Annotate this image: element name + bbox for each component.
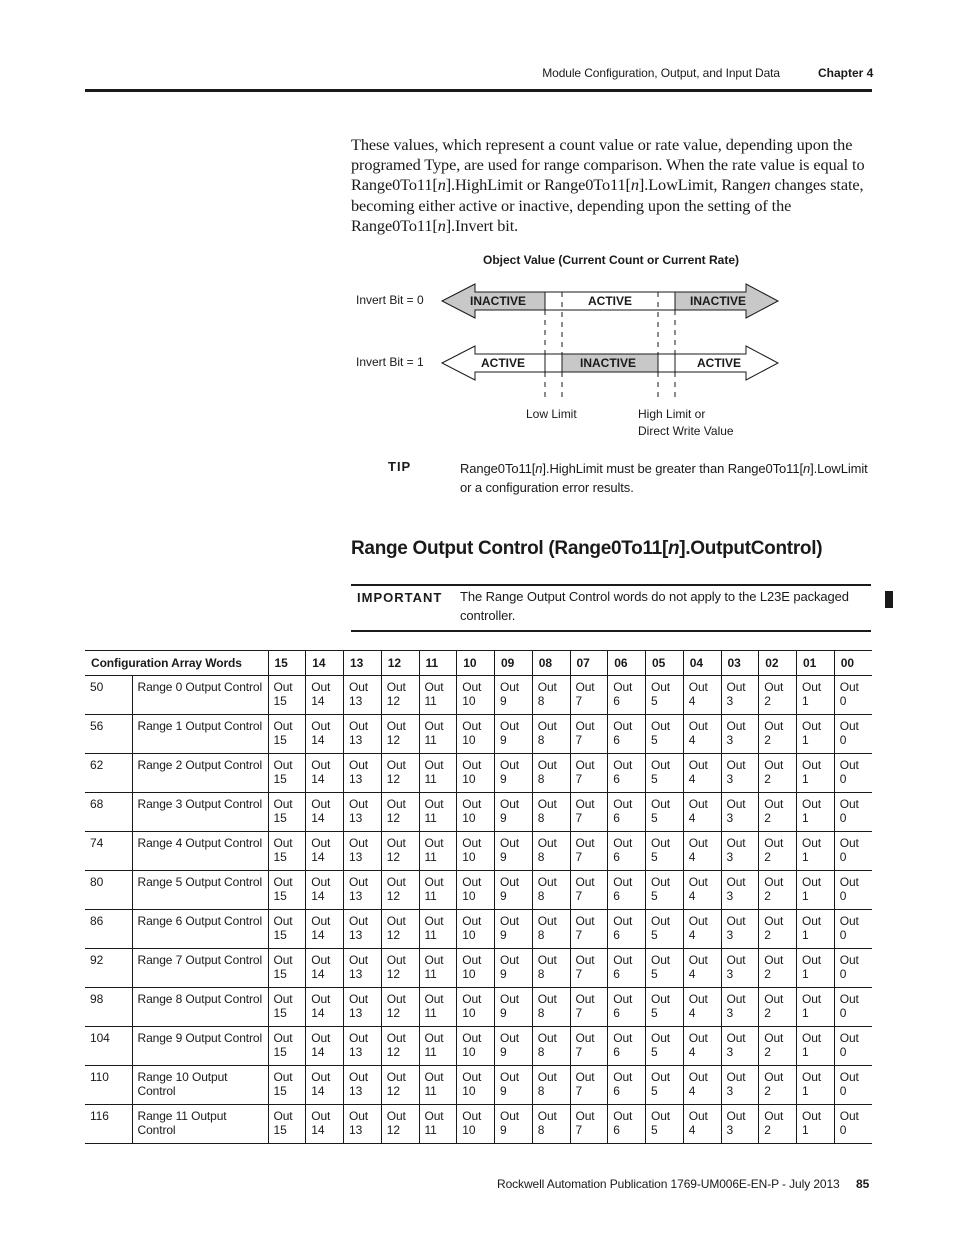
output-bit-cell: Out 7 (570, 871, 608, 910)
output-bit-cell: Out 5 (646, 832, 684, 871)
range-name-cell: Range 5 Output Control (132, 871, 268, 910)
output-bit-cell: Out 11 (419, 1027, 457, 1066)
output-bit-cell: Out 11 (419, 832, 457, 871)
output-bit-cell: Out 14 (306, 949, 344, 988)
range-name-cell: Range 8 Output Control (132, 988, 268, 1027)
header-bit: 10 (457, 651, 495, 676)
output-bit-cell: Out 10 (457, 949, 495, 988)
output-bit-cell: Out 8 (532, 1105, 570, 1144)
header-bit: 09 (495, 651, 533, 676)
output-bit-cell: Out 12 (381, 832, 419, 871)
output-bit-cell: Out 11 (419, 676, 457, 715)
output-bit-cell: Out 7 (570, 1027, 608, 1066)
output-bit-cell: Out 7 (570, 988, 608, 1027)
output-bit-cell: Out 5 (646, 676, 684, 715)
table-row (85, 1027, 872, 1066)
diagram-title: Object Value (Current Count or Current Rate) (482, 253, 740, 267)
output-bit-cell: Out 14 (306, 1027, 344, 1066)
output-bit-cell: Out 11 (419, 1105, 457, 1144)
output-bit-cell: Out 14 (306, 1066, 344, 1105)
output-control-table (85, 650, 872, 1144)
row0-segment-2-label: ACTIVE (587, 294, 633, 308)
output-bit-cell: Out 4 (683, 988, 721, 1027)
output-bit-cell: Out 9 (495, 988, 533, 1027)
output-bit-cell: Out 2 (759, 832, 797, 871)
range-name-cell: Range 1 Output Control (132, 715, 268, 754)
important-bottom-rule (351, 630, 871, 632)
output-bit-cell: Out 9 (495, 754, 533, 793)
output-bit-cell: Out 13 (344, 1066, 382, 1105)
header-bit: 05 (646, 651, 684, 676)
output-bit-cell: Out 10 (457, 754, 495, 793)
output-bit-cell: Out 2 (759, 988, 797, 1027)
word-cell: 116 (85, 1105, 132, 1144)
output-bit-cell: Out 11 (419, 793, 457, 832)
output-bit-cell: Out 1 (797, 910, 835, 949)
output-bit-cell: Out 13 (344, 715, 382, 754)
output-bit-cell: Out 1 (797, 949, 835, 988)
output-bit-cell: Out 15 (268, 910, 306, 949)
output-bit-cell: Out 4 (683, 910, 721, 949)
word-cell: 74 (85, 832, 132, 871)
output-bit-cell: Out 3 (721, 1105, 759, 1144)
range-name-cell: Range 9 Output Control (132, 1027, 268, 1066)
output-bit-cell: Out 13 (344, 793, 382, 832)
word-cell: 86 (85, 910, 132, 949)
output-bit-cell: Out 0 (834, 754, 872, 793)
output-bit-cell: Out 3 (721, 988, 759, 1027)
output-bit-cell: Out 2 (759, 871, 797, 910)
intro-paragraph: These values, which represent a count value or rate value, depending upon the programed Type, are used for range comparison. When the rate value is equal to Range0To11[n].HighLimit or Range0To11[n].LowLimit, Rangen changes state, becoming either active or inactive, depending upon the setting of the Range0To11[n].Invert bit. (351, 135, 865, 235)
output-bit-cell: Out 10 (457, 871, 495, 910)
output-bit-cell: Out 6 (608, 1027, 646, 1066)
output-bit-cell: Out 1 (797, 1027, 835, 1066)
word-cell: 50 (85, 676, 132, 715)
table-row (85, 754, 872, 793)
output-bit-cell: Out 9 (495, 1066, 533, 1105)
output-bit-cell: Out 8 (532, 1027, 570, 1066)
output-bit-cell: Out 1 (797, 871, 835, 910)
table-row (85, 1066, 872, 1105)
output-bit-cell: Out 3 (721, 871, 759, 910)
output-bit-cell: Out 15 (268, 832, 306, 871)
output-bit-cell: Out 4 (683, 1105, 721, 1144)
word-cell: 68 (85, 793, 132, 832)
table-row (85, 910, 872, 949)
running-header-title: Module Configuration, Output, and Input Data (542, 66, 780, 80)
output-bit-cell: Out 15 (268, 949, 306, 988)
header-bit: 01 (797, 651, 835, 676)
output-bit-cell: Out 0 (834, 871, 872, 910)
output-bit-cell: Out 0 (834, 1066, 872, 1105)
output-bit-cell: Out 3 (721, 910, 759, 949)
output-bit-cell: Out 1 (797, 754, 835, 793)
range-name-cell: Range 3 Output Control (132, 793, 268, 832)
output-bit-cell: Out 8 (532, 754, 570, 793)
output-bit-cell: Out 3 (721, 676, 759, 715)
output-bit-cell: Out 11 (419, 910, 457, 949)
header-bit: 13 (344, 651, 382, 676)
table-row (85, 793, 872, 832)
output-bit-cell: Out 10 (457, 715, 495, 754)
output-bit-cell: Out 14 (306, 754, 344, 793)
output-bit-cell: Out 9 (495, 676, 533, 715)
tip-text: Range0To11[n].HighLimit must be greater than Range0To11[n].LowLimit or a configuration error results. (460, 461, 868, 495)
output-bit-cell: Out 15 (268, 871, 306, 910)
range-name-cell: Range 7 Output Control (132, 949, 268, 988)
tip-label: TIP (388, 459, 412, 474)
output-bit-cell: Out 2 (759, 1066, 797, 1105)
output-bit-cell: Out 14 (306, 793, 344, 832)
row1-segment-3-label: ACTIVE (696, 356, 742, 370)
output-bit-cell: Out 13 (344, 832, 382, 871)
output-bit-cell: Out 10 (457, 1105, 495, 1144)
output-bit-cell: Out 1 (797, 1066, 835, 1105)
output-bit-cell: Out 12 (381, 754, 419, 793)
output-bit-cell: Out 9 (495, 871, 533, 910)
low-limit-label: Low Limit (526, 407, 577, 421)
header-bit: 07 (570, 651, 608, 676)
output-bit-cell: Out 11 (419, 715, 457, 754)
output-bit-cell: Out 11 (419, 949, 457, 988)
output-bit-cell: Out 2 (759, 754, 797, 793)
header-bit: 12 (381, 651, 419, 676)
output-bit-cell: Out 4 (683, 754, 721, 793)
output-bit-cell: Out 0 (834, 1105, 872, 1144)
important-label: IMPORTANT (357, 590, 443, 605)
output-bit-cell: Out 9 (495, 793, 533, 832)
output-bit-cell: Out 14 (306, 676, 344, 715)
output-bit-cell: Out 13 (344, 1105, 382, 1144)
output-bit-cell: Out 2 (759, 1105, 797, 1144)
header-bit: 00 (834, 651, 872, 676)
output-bit-cell: Out 9 (495, 949, 533, 988)
table-row (85, 715, 872, 754)
range-name-cell: Range 0 Output Control (132, 676, 268, 715)
output-bit-cell: Out 13 (344, 676, 382, 715)
output-bit-cell: Out 6 (608, 1066, 646, 1105)
output-bit-cell: Out 8 (532, 832, 570, 871)
change-bar (885, 591, 893, 608)
output-bit-cell: Out 5 (646, 1027, 684, 1066)
output-bit-cell: Out 5 (646, 949, 684, 988)
output-bit-cell: Out 14 (306, 910, 344, 949)
output-bit-cell: Out 3 (721, 715, 759, 754)
word-cell: 80 (85, 871, 132, 910)
output-bit-cell: Out 4 (683, 871, 721, 910)
table-row (85, 871, 872, 910)
output-bit-cell: Out 5 (646, 793, 684, 832)
word-cell: 104 (85, 1027, 132, 1066)
range-name-cell: Range 10 Output Control (132, 1066, 268, 1105)
output-bit-cell: Out 8 (532, 910, 570, 949)
output-bit-cell: Out 6 (608, 988, 646, 1027)
section-heading: Range Output Control (Range0To11[n].OutputControl) (351, 538, 823, 559)
output-bit-cell: Out 1 (797, 676, 835, 715)
output-bit-cell: Out 5 (646, 871, 684, 910)
output-bit-cell: Out 13 (344, 910, 382, 949)
output-bit-cell: Out 8 (532, 715, 570, 754)
row1-segment-2-label: INACTIVE (579, 356, 637, 370)
important-top-rule (351, 584, 871, 586)
output-bit-cell: Out 5 (646, 988, 684, 1027)
output-bit-cell: Out 7 (570, 754, 608, 793)
output-bit-cell: Out 7 (570, 832, 608, 871)
output-bit-cell: Out 12 (381, 949, 419, 988)
output-bit-cell: Out 15 (268, 1105, 306, 1144)
output-bit-cell: Out 2 (759, 715, 797, 754)
output-bit-cell: Out 8 (532, 988, 570, 1027)
row1-segment-1-label: ACTIVE (480, 356, 526, 370)
important-text: The Range Output Control words do not apply to the L23E packaged controller. (460, 589, 849, 623)
page-number: 85 (856, 1177, 870, 1191)
output-bit-cell: Out 1 (797, 715, 835, 754)
high-limit-label: High Limit or (638, 407, 706, 421)
table-row (85, 1105, 872, 1144)
header-config-array-words: Configuration Array Words (85, 651, 268, 676)
word-cell: 92 (85, 949, 132, 988)
footer-publication: Rockwell Automation Publication 1769-UM006E-EN-P - July 2013 (497, 1177, 840, 1191)
range-name-cell: Range 2 Output Control (132, 754, 268, 793)
invert-bit-1-label: Invert Bit = 1 (356, 355, 424, 369)
header-bit: 11 (419, 651, 457, 676)
output-bit-cell: Out 0 (834, 910, 872, 949)
output-bit-cell: Out 7 (570, 949, 608, 988)
output-bit-cell: Out 11 (419, 988, 457, 1027)
output-bit-cell: Out 10 (457, 1027, 495, 1066)
word-cell: 110 (85, 1066, 132, 1105)
output-bit-cell: Out 13 (344, 754, 382, 793)
table-row (85, 676, 872, 715)
word-cell: 62 (85, 754, 132, 793)
row0-segment-1-label: INACTIVE (469, 294, 527, 308)
output-bit-cell: Out 15 (268, 1027, 306, 1066)
output-bit-cell: Out 0 (834, 1027, 872, 1066)
output-bit-cell: Out 7 (570, 1105, 608, 1144)
header-bit: 14 (306, 651, 344, 676)
header-bit: 04 (683, 651, 721, 676)
output-bit-cell: Out 0 (834, 676, 872, 715)
output-bit-cell: Out 3 (721, 832, 759, 871)
output-bit-cell: Out 8 (532, 949, 570, 988)
range-name-cell: Range 6 Output Control (132, 910, 268, 949)
output-bit-cell: Out 0 (834, 949, 872, 988)
output-bit-cell: Out 11 (419, 754, 457, 793)
word-cell: 98 (85, 988, 132, 1027)
header-bit: 15 (268, 651, 306, 676)
output-bit-cell: Out 15 (268, 754, 306, 793)
header-bit: 08 (532, 651, 570, 676)
output-bit-cell: Out 11 (419, 1066, 457, 1105)
range-name-cell: Range 4 Output Control (132, 832, 268, 871)
output-bit-cell: Out 0 (834, 988, 872, 1027)
output-bit-cell: Out 2 (759, 676, 797, 715)
output-bit-cell: Out 3 (721, 949, 759, 988)
table-row (85, 832, 872, 871)
header-bit: 02 (759, 651, 797, 676)
output-bit-cell: Out 3 (721, 1027, 759, 1066)
output-bit-cell: Out 4 (683, 949, 721, 988)
output-bit-cell: Out 2 (759, 1027, 797, 1066)
output-bit-cell: Out 12 (381, 1066, 419, 1105)
output-bit-cell: Out 13 (344, 949, 382, 988)
output-bit-cell: Out 6 (608, 832, 646, 871)
output-bit-cell: Out 6 (608, 1105, 646, 1144)
output-bit-cell: Out 6 (608, 676, 646, 715)
output-bit-cell: Out 10 (457, 832, 495, 871)
header-rule (85, 89, 872, 92)
output-bit-cell: Out 6 (608, 949, 646, 988)
table-row (85, 988, 872, 1027)
output-bit-cell: Out 1 (797, 1105, 835, 1144)
output-bit-cell: Out 6 (608, 715, 646, 754)
output-bit-cell: Out 15 (268, 715, 306, 754)
output-bit-cell: Out 4 (683, 832, 721, 871)
output-bit-cell: Out 1 (797, 988, 835, 1027)
output-bit-cell: Out 5 (646, 910, 684, 949)
output-bit-cell: Out 9 (495, 1105, 533, 1144)
output-bit-cell: Out 12 (381, 1027, 419, 1066)
output-bit-cell: Out 5 (646, 754, 684, 793)
header-bit: 03 (721, 651, 759, 676)
output-bit-cell: Out 15 (268, 676, 306, 715)
output-bit-cell: Out 6 (608, 910, 646, 949)
output-bit-cell: Out 2 (759, 910, 797, 949)
output-bit-cell: Out 8 (532, 1066, 570, 1105)
output-bit-cell: Out 10 (457, 1066, 495, 1105)
row0-segment-3-label: INACTIVE (689, 294, 747, 308)
output-bit-cell: Out 5 (646, 1066, 684, 1105)
output-bit-cell: Out 14 (306, 988, 344, 1027)
output-bit-cell: Out 3 (721, 754, 759, 793)
output-bit-cell: Out 14 (306, 832, 344, 871)
output-bit-cell: Out 7 (570, 1066, 608, 1105)
output-bit-cell: Out 12 (381, 871, 419, 910)
output-bit-cell: Out 13 (344, 1027, 382, 1066)
output-bit-cell: Out 9 (495, 1027, 533, 1066)
output-bit-cell: Out 15 (268, 988, 306, 1027)
output-bit-cell: Out 12 (381, 1105, 419, 1144)
output-bit-cell: Out 4 (683, 793, 721, 832)
output-bit-cell: Out 1 (797, 832, 835, 871)
output-bit-cell: Out 6 (608, 754, 646, 793)
output-bit-cell: Out 5 (646, 715, 684, 754)
output-bit-cell: Out 14 (306, 871, 344, 910)
output-bit-cell: Out 4 (683, 715, 721, 754)
output-bit-cell: Out 0 (834, 715, 872, 754)
word-cell: 56 (85, 715, 132, 754)
output-bit-cell: Out 9 (495, 715, 533, 754)
output-bit-cell: Out 14 (306, 1105, 344, 1144)
output-bit-cell: Out 10 (457, 793, 495, 832)
output-bit-cell: Out 4 (683, 1066, 721, 1105)
output-bit-cell: Out 8 (532, 793, 570, 832)
output-bit-cell: Out 2 (759, 793, 797, 832)
output-bit-cell: Out 9 (495, 832, 533, 871)
output-bit-cell: Out 6 (608, 871, 646, 910)
range-name-cell: Range 11 Output Control (132, 1105, 268, 1144)
output-bit-cell: Out 10 (457, 676, 495, 715)
output-bit-cell: Out 12 (381, 793, 419, 832)
output-bit-cell: Out 12 (381, 715, 419, 754)
output-bit-cell: Out 3 (721, 793, 759, 832)
output-bit-cell: Out 13 (344, 988, 382, 1027)
running-header-chapter: Chapter 4 (818, 66, 874, 80)
output-bit-cell: Out 12 (381, 910, 419, 949)
output-bit-cell: Out 8 (532, 871, 570, 910)
output-bit-cell: Out 4 (683, 1027, 721, 1066)
output-bit-cell: Out 2 (759, 949, 797, 988)
output-bit-cell: Out 3 (721, 1066, 759, 1105)
output-bit-cell: Out 5 (646, 1105, 684, 1144)
output-bit-cell: Out 0 (834, 832, 872, 871)
output-bit-cell: Out 15 (268, 1066, 306, 1105)
output-bit-cell: Out 7 (570, 793, 608, 832)
output-bit-cell: Out 15 (268, 793, 306, 832)
invert-bit-0-label: Invert Bit = 0 (356, 293, 424, 307)
output-bit-cell: Out 11 (419, 871, 457, 910)
output-bit-cell: Out 4 (683, 676, 721, 715)
output-bit-cell: Out 10 (457, 910, 495, 949)
output-bit-cell: Out 8 (532, 676, 570, 715)
direct-write-value-label: Direct Write Value (638, 424, 734, 438)
output-bit-cell: Out 14 (306, 715, 344, 754)
output-bit-cell: Out 12 (381, 988, 419, 1027)
output-bit-cell: Out 7 (570, 910, 608, 949)
output-bit-cell: Out 13 (344, 871, 382, 910)
table-row (85, 949, 872, 988)
output-bit-cell: Out 12 (381, 676, 419, 715)
output-bit-cell: Out 7 (570, 715, 608, 754)
output-bit-cell: Out 7 (570, 676, 608, 715)
output-bit-cell: Out 1 (797, 793, 835, 832)
range-state-diagram (430, 280, 790, 400)
table-header-row (85, 651, 872, 676)
output-bit-cell: Out 6 (608, 793, 646, 832)
output-bit-cell: Out 0 (834, 793, 872, 832)
output-bit-cell: Out 10 (457, 988, 495, 1027)
output-bit-cell: Out 9 (495, 910, 533, 949)
header-bit: 06 (608, 651, 646, 676)
